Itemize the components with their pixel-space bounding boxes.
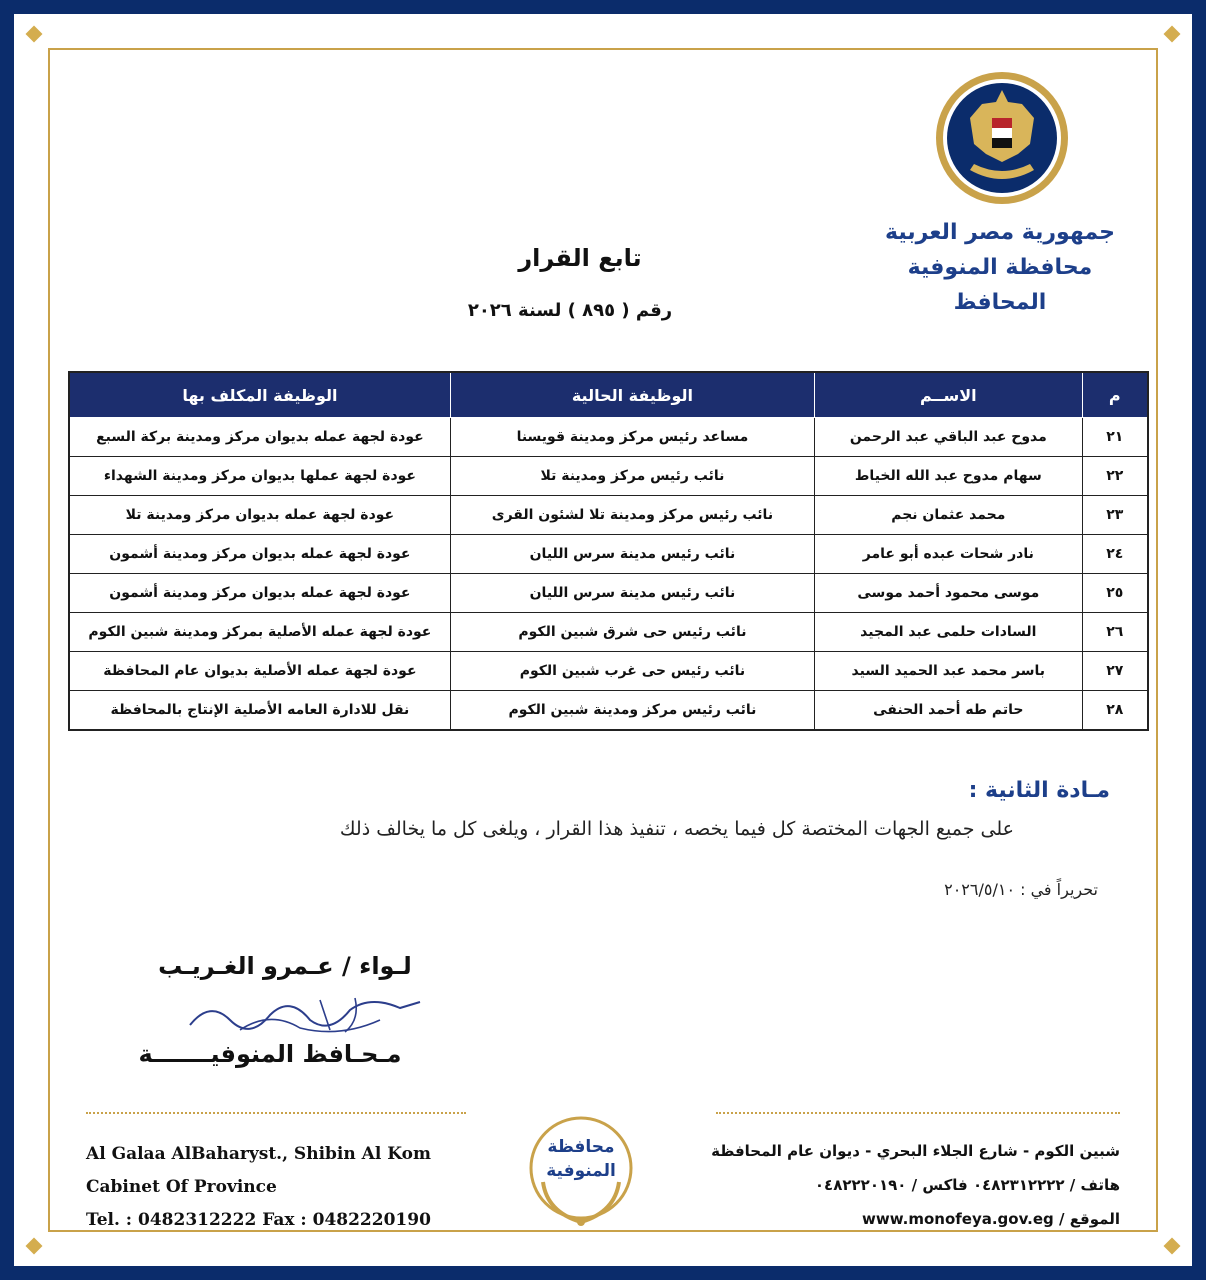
row-index: ٢٥ — [1082, 574, 1148, 613]
row-index: ٢٣ — [1082, 496, 1148, 535]
row-current-position: مساعد رئيس مركز ومدينة قويسنا — [450, 418, 814, 457]
table-row — [69, 613, 1148, 652]
article-body: على جميع الجهات المختصة كل فيما يخصه ، تنفيذ هذا القرار ، ويلغى كل ما يخالف ذلك — [339, 818, 1014, 840]
table-row — [69, 418, 1148, 457]
header-name: الاســم — [815, 372, 1083, 418]
seal-label — [525, 1135, 637, 1183]
row-name: حاتم طه أحمد الحنفى — [815, 691, 1083, 731]
row-name: موسى محمود أحمد موسى — [815, 574, 1083, 613]
row-name: السادات حلمى عبد المجيد — [815, 613, 1083, 652]
footer-ar-phone: هاتف / ٠٤٨٢٣١٢٢٢٢ فاكس / ٠٤٨٢٢٢٠١٩٠ — [814, 1176, 1120, 1194]
signatory-rank-name: لـواء / عـمرو الغـريـب — [158, 952, 412, 980]
signatory-title: مـحـافظ المنوفيـــــــة — [138, 1040, 402, 1068]
row-index: ٢٨ — [1082, 691, 1148, 731]
footer-address-english — [86, 1138, 431, 1237]
issuer-header — [870, 215, 1130, 320]
row-assigned-position: عودة لجهة عمله بديوان مركز ومدينة أشمون — [69, 535, 450, 574]
row-index: ٢٧ — [1082, 652, 1148, 691]
row-current-position: نائب رئيس حى شرق شبين الكوم — [450, 613, 814, 652]
row-index: ٢٢ — [1082, 457, 1148, 496]
table-row — [69, 652, 1148, 691]
seal-line-1: محافظة — [547, 1137, 615, 1157]
table-row — [69, 535, 1148, 574]
header-index: م — [1082, 372, 1148, 418]
header-assigned-position: الوظيفة المكلف بها — [69, 372, 450, 418]
footer-divider-right — [716, 1112, 1120, 1114]
row-assigned-position: عودة لجهة عمله بديوان مركز ومدينة أشمون — [69, 574, 450, 613]
table-header-row — [69, 372, 1148, 418]
decree-number: رقم ( ٨٩٥ ) لسنة ٢٠٢٦ — [467, 300, 673, 321]
seal-line-2: المنوفية — [546, 1161, 616, 1181]
article-title: مـادة الثانية : — [968, 778, 1110, 803]
footer-ar-street: شبين الكوم - شارع الجلاء البحري - ديوان عام المحافظة — [711, 1142, 1120, 1160]
row-current-position: نائب رئيس مركز ومدينة تلا لشئون القرى — [450, 496, 814, 535]
row-assigned-position: عودة لجهة عمله الأصلية بمركز ومدينة شبين الكوم — [69, 613, 450, 652]
footer-divider-left — [86, 1112, 466, 1114]
row-name: نادر شحات عبده أبو عامر — [815, 535, 1083, 574]
assignments-table — [68, 371, 1149, 731]
table-row — [69, 574, 1148, 613]
row-current-position: نائب رئيس مدينة سرس الليان — [450, 574, 814, 613]
row-current-position: نائب رئيس حى غرب شبين الكوم — [450, 652, 814, 691]
table-row — [69, 691, 1148, 731]
document-title: تابع القرار — [518, 244, 642, 272]
footer-en-street: Al Galaa AlBaharyst., Shibin Al Kom — [86, 1144, 431, 1164]
row-assigned-position: عودة لجهة عمله الأصلية بديوان عام المحافظة — [69, 652, 450, 691]
row-name: محمد عثمان نجم — [815, 496, 1083, 535]
governorate-name: محافظة المنوفية — [907, 255, 1093, 280]
country-name: جمهورية مصر العربية — [885, 220, 1115, 245]
handwritten-signature — [180, 990, 430, 1040]
row-index: ٢٦ — [1082, 613, 1148, 652]
table-row — [69, 457, 1148, 496]
footer-ar-website[interactable]: الموقع / www.monofeya.gov.eg — [862, 1210, 1120, 1228]
eagle-emblem-icon — [934, 70, 1070, 206]
row-current-position: نائب رئيس مركز ومدينة تلا — [450, 457, 814, 496]
row-name: سهام مدوح عبد الله الخياط — [815, 457, 1083, 496]
header-current-position: الوظيفة الحالية — [450, 372, 814, 418]
row-current-position: نائب رئيس مدينة سرس الليان — [450, 535, 814, 574]
row-name: مدوح عبد الباقي عبد الرحمن — [815, 418, 1083, 457]
row-assigned-position: عودة لجهة عملها بديوان مركز ومدينة الشهداء — [69, 457, 450, 496]
row-name: باسر محمد عبد الحميد السيد — [815, 652, 1083, 691]
row-index: ٢١ — [1082, 418, 1148, 457]
row-assigned-position: عودة لجهة عمله بديوان مركز ومدينة بركة السبع — [69, 418, 450, 457]
issue-date: تحريراً في : ٢٠٢٦/٥/١٠ — [944, 880, 1098, 899]
footer-address-arabic — [700, 1134, 1120, 1236]
footer-en-cabinet: Cabinet Of Province — [86, 1177, 277, 1197]
table-row — [69, 496, 1148, 535]
footer-en-phone: Tel. : 0482312222 Fax : 0482220190 — [86, 1210, 431, 1230]
row-assigned-position: عودة لجهة عمله بديوان مركز ومدينة تلا — [69, 496, 450, 535]
row-assigned-position: نقل للادارة العامه الأصلية الإنتاج بالمحافظة — [69, 691, 450, 731]
row-index: ٢٤ — [1082, 535, 1148, 574]
row-current-position: نائب رئيس مركز ومدينة شبين الكوم — [450, 691, 814, 731]
office-name: المحافظ — [953, 290, 1047, 315]
